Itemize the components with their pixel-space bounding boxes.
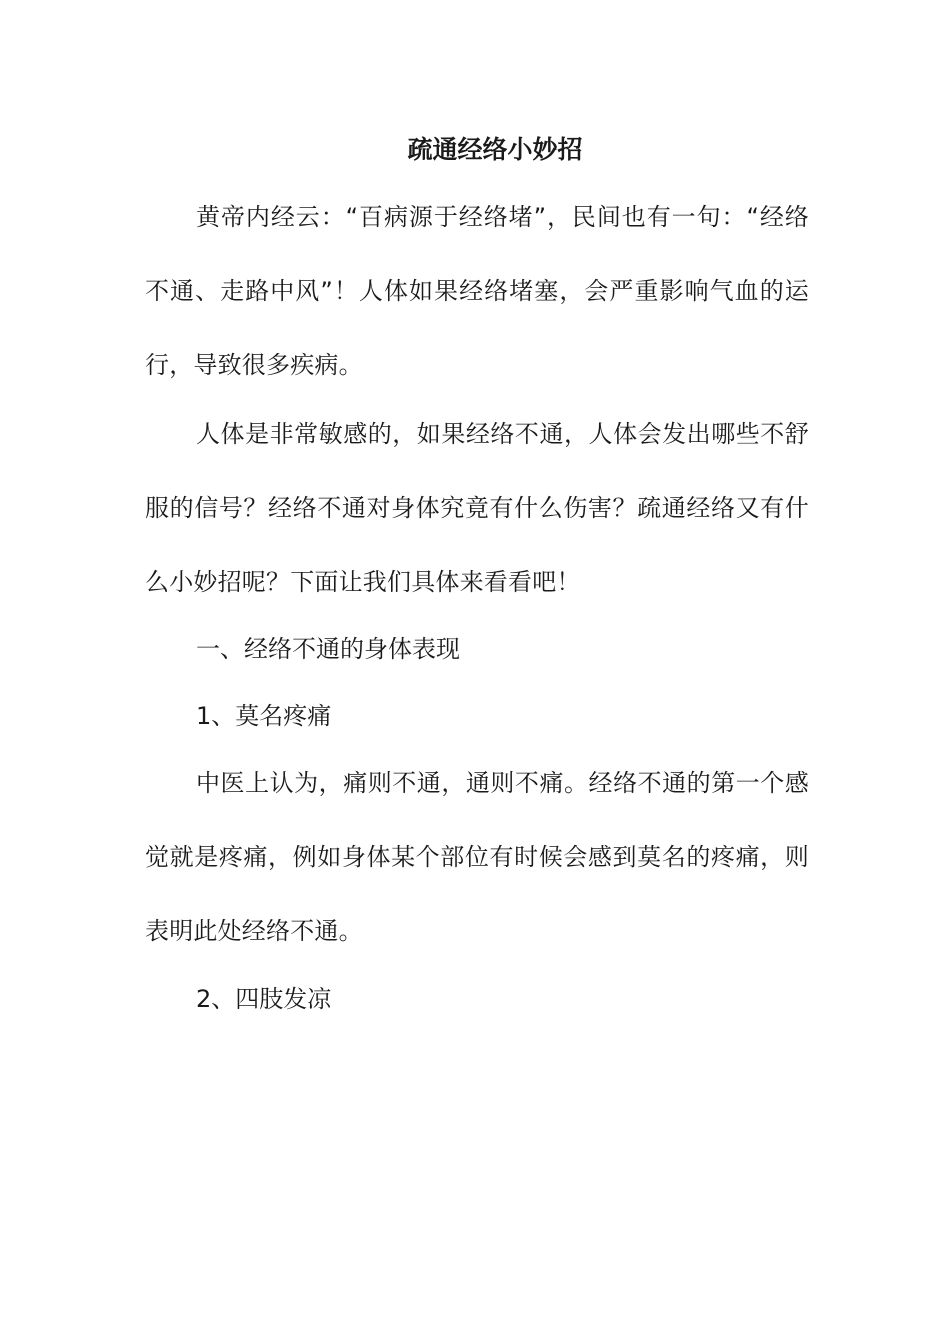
section-heading: 一、经络不通的身体表现	[196, 635, 460, 663]
subheading-cold-limbs: 2、四肢发凉	[196, 985, 332, 1013]
paragraph-pain: 中医上认为，痛则不通，通则不痛。经络不通的第一个感觉就是疼痛，例如身体某个部位有时候会感到莫名的疼痛，则表明此处经络不通。	[145, 769, 809, 945]
subheading-pain: 1、莫名疼痛	[196, 702, 332, 730]
paragraph-questions: 人体是非常敏感的，如果经络不通，人体会发出哪些不舒服的信号？经络不通对身体究竟有什么伤害？疏通经络又有什么小妙招呢？下面让我们具体来看看吧！	[145, 420, 809, 596]
document-title: 疏通经络小妙招	[407, 135, 583, 164]
paragraph-intro: 黄帝内经云：“百病源于经络堵”，民间也有一句：“经络不通、走路中风”！人体如果经络堵塞，会严重影响气血的运行，导致很多疾病。	[145, 203, 809, 379]
